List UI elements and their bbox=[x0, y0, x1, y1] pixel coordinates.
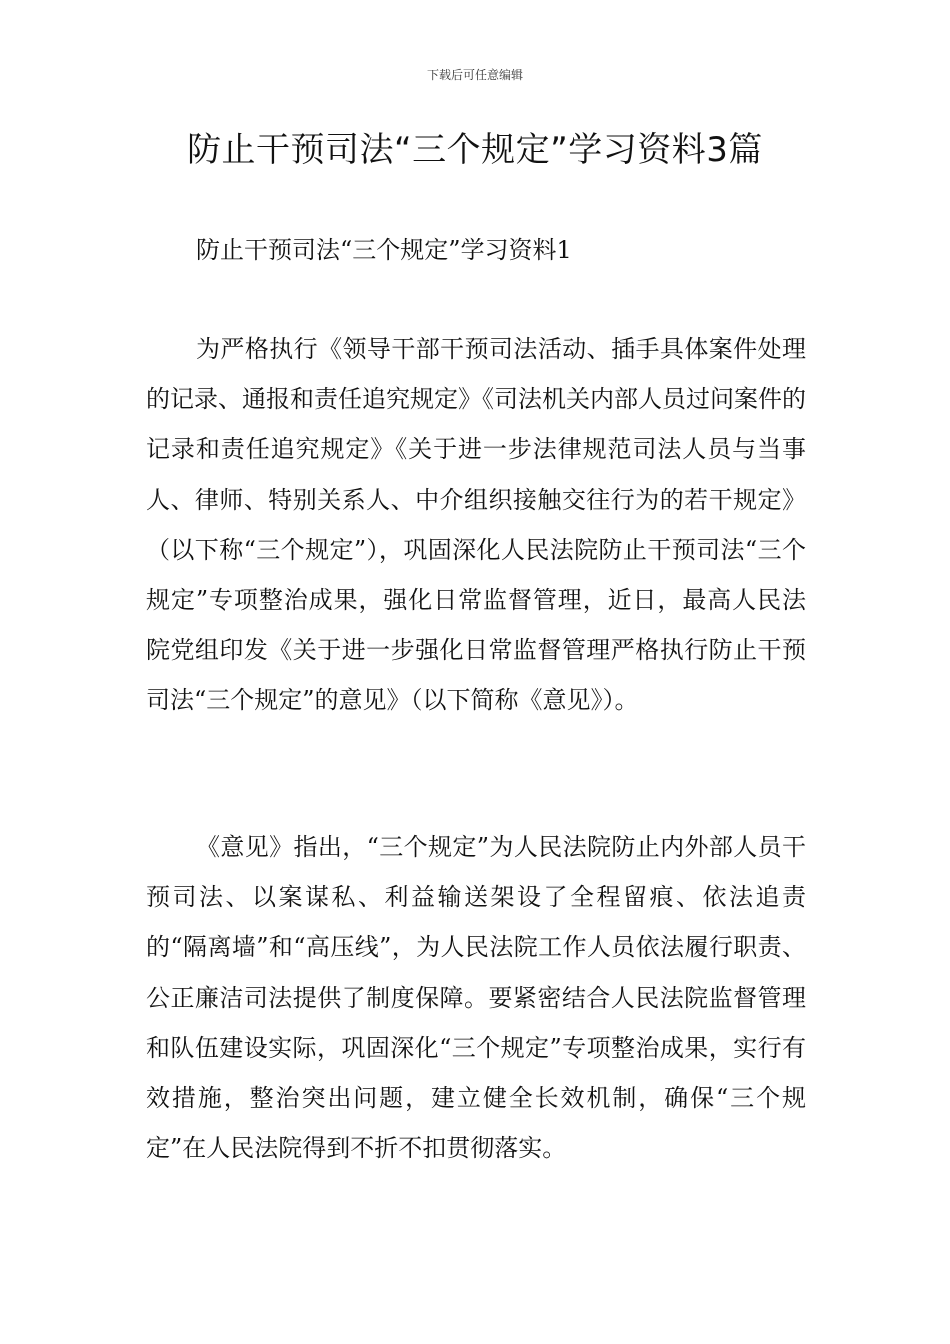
header-note: 下载后可任意编辑 bbox=[426, 68, 523, 82]
document-title: 防止干预司法“三个规定”学习资料3篇 bbox=[187, 130, 763, 170]
body-paragraph-2: 《意见》指出，“三个规定”为人民法院防止内外部人员干预司法、以案谋私、利益输送架设了全程留痕、依法追责的“隔离墙”和“高压线”，为人民法院工作人员依法履行职责、公正廉洁司法提供了制度保障。要紧密结合人民法院监督管理和队伍建设实际，巩固深化“三个规定”专项整治成果，实行有效措施，整治突出问题，建立健全长效机制，确保“三个规定”在人民法院得到不折不扣贯彻落实。 bbox=[146, 833, 806, 1163]
section-title: 防止干预司法“三个规定”学习资料1 bbox=[196, 236, 572, 264]
body-paragraph-1: 为严格执行《领导干部干预司法活动、插手具体案件处理的记录、通报和责任追究规定》《司法机关内部人员过问案件的记录和责任追究规定》《关于进一步法律规范司法人员与当事人、律师、特别关系人、中介组织接触交往行为的若干规定》（以下称“三个规定”），巩固深化人民法院防止干预司法“三个规定”专项整治成果，强化日常监督管理，近日，最高人民法院党组印发《关于进一步强化日常监督管理严格执行防止干预司法“三个规定”的意见》（以下简称《意见》）。 bbox=[146, 335, 806, 715]
